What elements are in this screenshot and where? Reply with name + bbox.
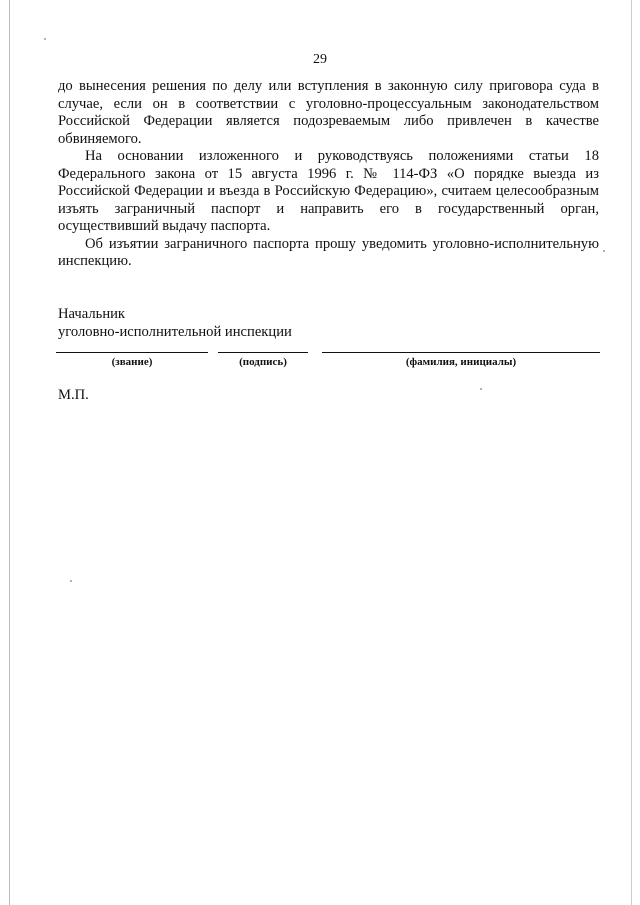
paragraph-notification: Об изъятии заграничного паспорта прошу уведомить уголовно-исполнительную инспекцию. <box>58 235 599 269</box>
paragraph-basis: На основании изложенного и руководствуясь положениями статьи 18 Федерального закона от 15 августа 1996 г. № 114-ФЗ «О порядке выезда из Российской Федерации и въезда в Российскую Федерацию», считаем целесообразным изъять заграничный паспорт и направить его в государственный орган, осуществивший выдачу паспорта. <box>58 148 599 234</box>
scan-speck <box>480 388 482 390</box>
stamp-placeholder: М.П. <box>58 387 89 403</box>
name-line <box>322 352 600 353</box>
signatory-title: Начальник <box>58 306 126 322</box>
signature-line <box>218 352 308 353</box>
rank-line <box>56 352 208 353</box>
scan-speck <box>44 38 46 40</box>
scan-speck <box>603 250 605 252</box>
scan-speck <box>70 580 72 582</box>
page-number: 29 <box>313 52 327 67</box>
page-edge-left <box>9 0 10 905</box>
signature-block <box>58 305 292 341</box>
rank-caption: (звание) <box>111 356 153 368</box>
document-body <box>58 78 599 271</box>
signatory-organization: уголовно-исполнительной инспекции <box>58 324 292 340</box>
name-caption: (фамилия, инициалы) <box>405 356 517 368</box>
page-edge-right <box>631 0 632 905</box>
paragraph-continuation: до вынесения решения по делу или вступления в законную силу приговора суда в случае, если он в соответствии с уголовно-процессуальным законодательством Российской Федерации является подозреваемым либо привлечен в качестве обвиняемого. <box>58 78 599 147</box>
signature-caption: (подпись) <box>239 356 287 368</box>
